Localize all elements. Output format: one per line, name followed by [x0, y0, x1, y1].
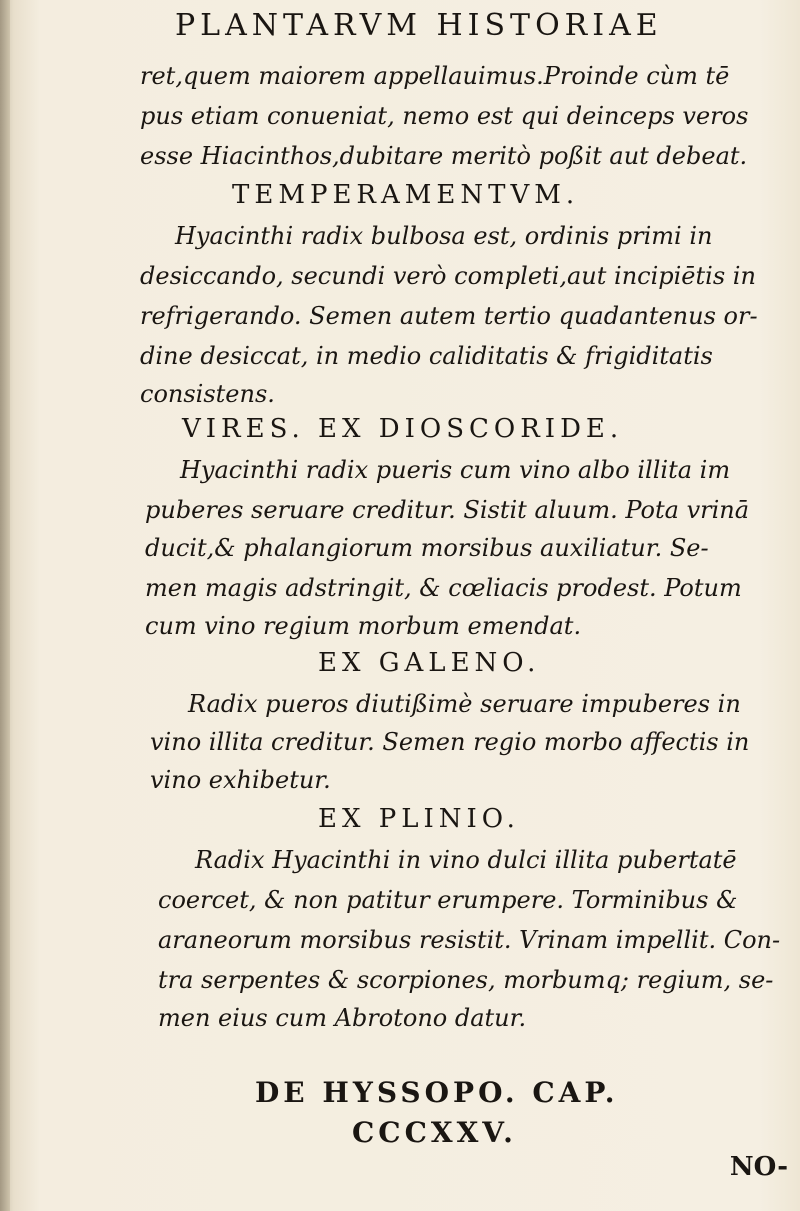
text-line: men magis adstringit, & cœliacis prodest. Potum — [145, 574, 742, 602]
text-line: ducit,& phalangiorum morsibus auxiliatur. Se- — [145, 534, 709, 562]
section-heading-dioscoride: VIRES. EX DIOSCORIDE. — [182, 414, 624, 444]
text-line: desiccando, secundi verò completi,aut incipiētis in — [140, 262, 756, 290]
text-line: ret,quem maiorem appellauimus.Proinde cùm tē — [140, 62, 730, 90]
text-line: Hyacinthi radix bulbosa est, ordinis primi in — [175, 222, 713, 250]
text-line: dine desiccat, in medio caliditatis & frigiditatis — [140, 342, 713, 370]
text-line: esse Hiacinthos,dubitare meritò poßit aut debeat. — [140, 142, 748, 170]
section-heading-temperamentum: TEMPERAMENTVM. — [232, 180, 580, 210]
text-line: refrigerando. Semen autem tertio quadantenus or- — [140, 302, 758, 330]
text-line: consistens. — [140, 380, 275, 408]
section-heading-galeno: EX GALENO. — [318, 648, 541, 678]
text-line: tra serpentes & scorpiones, morbumq; regium, se- — [158, 966, 774, 994]
text-line: vino illita creditur. Semen regio morbo affectis in — [150, 728, 750, 756]
running-head: PLANTARVM HISTORIAE — [175, 8, 663, 43]
text-line: vino exhibetur. — [150, 766, 331, 794]
text-line: pus etiam conueniat, nemo est qui deinceps veros — [140, 102, 749, 130]
text-line: Radix pueros diutißimè seruare impuberes in — [188, 690, 741, 718]
text-line: Hyacinthi radix pueris cum vino albo illita im — [180, 456, 731, 484]
text-line: puberes seruare creditur. Sistit aluum. Pota vrinā — [145, 496, 750, 524]
section-heading-plinio: EX PLINIO. — [318, 804, 520, 834]
text-line: araneorum morsibus resistit. Vrinam impellit. Con- — [158, 926, 781, 954]
text-line: men eius cum Abrotono datur. — [158, 1004, 527, 1032]
text-line: coercet, & non patitur erumpere. Torminibus & — [158, 886, 738, 914]
text-line: cum vino regium morbum emendat. — [145, 612, 582, 640]
catchword: NO- — [729, 1152, 788, 1182]
text-line: Radix Hyacinthi in vino dulci illita pubertatē — [195, 846, 737, 874]
chapter-heading: DE HYSSOPO. CAP. — [255, 1076, 619, 1109]
chapter-number: CCCXXV. — [352, 1116, 517, 1149]
